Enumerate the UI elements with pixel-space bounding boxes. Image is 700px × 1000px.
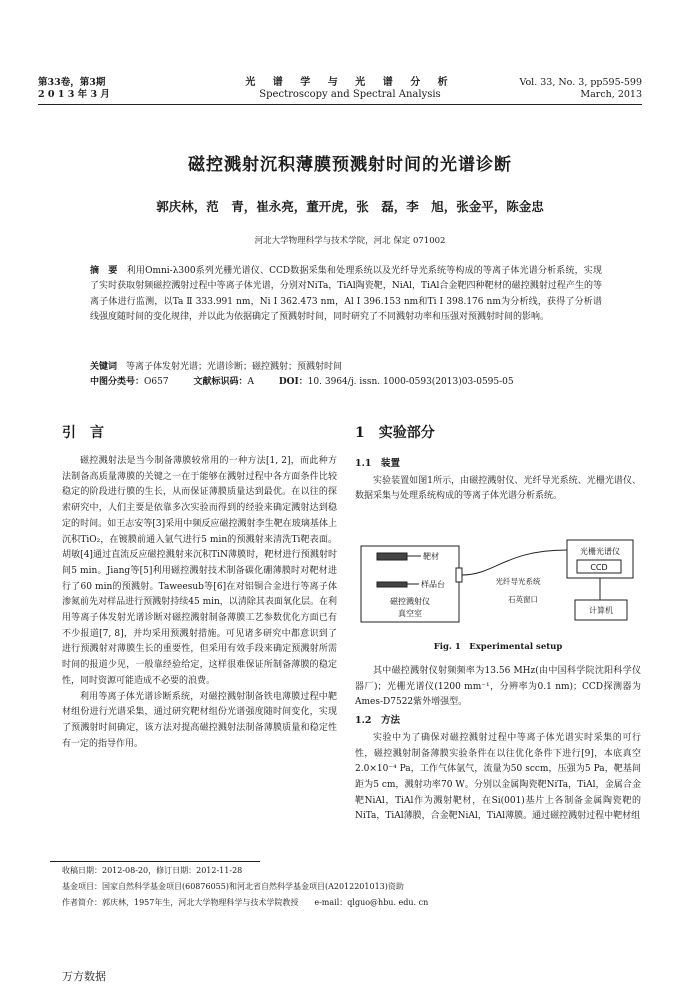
ccd-label: CCD xyxy=(590,563,608,572)
abstract-label: 摘 要 xyxy=(90,266,118,276)
quartz-window xyxy=(456,568,462,582)
intro-paragraph-1: 磁控溅射法是当今制备薄膜较常用的一种方法[1, 2]，而此种方法制备高质量薄膜的关键之一在于能够在溅射过程中各方面条件比较稳定的阶段进行膜的生长，从而保证薄膜质量达到最优。在以往的探索研究中，人们主要是依靠多次实验而得到的经验来确定溅射达到稳定的时间。如王志安等[3]采用中频反应磁控溅射李生靶在玻璃基体上沉积TiO₂，在镀膜前通入氩气进行5 min的预溅射来清洗Ti靶表面。胡敏[4]通过直流反应磁控溅射来沉积TiN薄膜时，靶材进行预溅射时间5 min。Jiang等[5]利用磁控溅射技术制备碳化硼薄膜时对靶材进行了60 min的预溅射。Taweesub等[6]在对铝铜合金进行等离子体渗氮前先对样品进行预溅射持续45 min，以清除其表面氧化层。在利用等离子体发射光谱诊断对磁控溅射制备薄膜工艺参数优化方面已有不少报道[7, 8]，并均采用预溅射措施。可见诸多研究中都意识到了进行预溅射对薄膜生长的重要性，但采用有效手段来确定预溅射所需时间的报道少见，一般靠经验给定，这样很难保证所制备薄膜的稳定性，同时资源可能造成不必要的浪费。 xyxy=(62,456,337,686)
window-label: 石英窗口 xyxy=(508,595,538,604)
computer-label: 计算机 xyxy=(589,606,613,615)
section-1-1 xyxy=(355,454,641,505)
doc-code-label: 文献标识码： xyxy=(193,377,248,387)
affiliation: 河北大学物理科学与技术学院，河北 保定 071002 xyxy=(254,236,446,246)
journal-name-en: Spectroscopy and Spectral Analysis xyxy=(259,89,441,100)
doc-code-value: A xyxy=(247,377,254,387)
spectrometer-label: 光栅光谱仪 xyxy=(580,547,620,556)
setup-details: 其中磁控溅射仪射频频率为13.56 MHz(由中国科学院沈阳科学仪器厂)；光栅光谱仪(1200 mm⁻¹，分辨率为0.1 nm)；CCD探测器为Ames-D7522紫外增强型。 xyxy=(355,666,641,708)
target-label: 靶材 xyxy=(423,552,439,561)
section-1-body xyxy=(355,664,641,825)
footnote-rule xyxy=(50,861,260,862)
doi-label: DOI： xyxy=(278,377,308,387)
header-rule xyxy=(38,104,642,105)
chamber-label-2: 真空室 xyxy=(398,609,422,618)
author-bio: 作者简介：郭庆林，1957年生，河北大学物理科学与技术学院教授 e-mail：qlguo@hbu. edu. cn xyxy=(62,898,429,907)
date-line: 2 0 1 3 年 3 月 xyxy=(38,89,110,100)
abstract-text: 利用Omni-λ300系列光栅光谱仪、CCD数据采集和处理系统以及光纤导光系统等构成的等离子体光谱分析系统，实现了实时获取射频磁控溅射过程中等离子体光谱，分别对NiTa，TiAl陶瓷靶，NiAl，TiAl合金靶四种靶材的磁控溅射过程产生的等离子体进行监测，以Ta Ⅱ 333.991 nm，Ni Ⅰ 362.473 nm，Al Ⅰ 396.153 nm和Ti Ⅰ 398.176 nm为分析线，获得了分析谱线强度随时间的变化规律，并以此为依据确定了预溅射时间，同时研究了不同溅射功率和压强对预溅射时间的影响。 xyxy=(90,266,602,322)
keywords-label: 关键词 xyxy=(90,362,118,372)
classification-line xyxy=(90,375,602,390)
figure-caption: Fig. 1 Experimental setup xyxy=(433,642,563,652)
footnotes xyxy=(62,863,652,911)
author-list: 郭庆林，范 青，崔永亮，董开虎，张 磊，李 旭，张金平，陈金忠 xyxy=(156,199,544,214)
intro-heading: 引 言 xyxy=(62,425,104,441)
section-1-heading: 1 实验部分 xyxy=(355,425,435,441)
subsection-1-1-text: 实验装置如图1所示，由磁控溅射仪、光纤导光系统、光栅光谱仪、数据采集与处理系统构成的等离子体光谱分析系统。 xyxy=(355,475,641,502)
received-date: 收稿日期：2012-08-20，修订日期：2012-11-28 xyxy=(62,866,243,875)
sample-stage-block xyxy=(377,582,407,587)
abstract xyxy=(90,264,602,325)
chamber-label-1: 磁控溅射仪 xyxy=(390,597,430,606)
subsection-1-1-heading: 1.1 装置 xyxy=(355,458,401,469)
clc-label: 中图分类号： xyxy=(90,377,145,387)
keywords-block xyxy=(90,360,602,390)
optical-fiber xyxy=(462,550,567,575)
intro-paragraph-2: 利用等离子体光谱诊断系统，对磁控溅射制备铁电薄膜过程中靶材组份进行光谱采集，通过研究靶材组份光谱强度随时间变化，实现了预溅射时间确定，该方法对提高磁控溅射法制备薄膜质量和稳定性有一定的指导作用。 xyxy=(62,691,337,749)
volume-line: 第33卷，第3期 xyxy=(38,77,106,88)
subsection-1-2-text: 实验中为了确保对磁控溅射过程中等离子体光谱实时采集的可行性，磁控溅射制备薄膜实验条件在以往优化条件下进行[9]，本底真空2.0×10⁻⁴ Pa，工作气体氩气，流量为50 sccm，压强为5 Pa，靶基间距为5 cm，溅射功率70 W。分别以金属陶瓷靶NiTa，TiAl，金属合金靶NiAl，TiAl作为溅射靶材，在Si(001)基片上各制备金属陶瓷靶的NiTa，TiAl薄膜，合金靶NiAl，TiAl薄膜。通过磁控溅射过程中靶材组 xyxy=(355,732,641,822)
experimental-setup-figure xyxy=(355,538,641,638)
funding-note: 基金项目：国家自然科学基金项目(60876055)和河北省自然科学基金项目(A2012201013)资助 xyxy=(62,882,404,891)
keywords-line xyxy=(90,360,602,375)
fiber-label: 光纤导光系统 xyxy=(495,577,541,586)
doi-value: 10. 3964/j. issn. 1000-0593(2013)03-0595-05 xyxy=(307,377,514,387)
target-block xyxy=(377,553,407,560)
subsection-1-2-heading: 1.2 方法 xyxy=(355,715,401,727)
clc-value: O657 xyxy=(144,377,169,387)
issue-date: March, 2013 xyxy=(580,89,642,100)
issue-info xyxy=(519,77,642,101)
paper-title: 磁控溅射沉积薄膜预溅射时间的光谱诊断 xyxy=(188,155,512,175)
sample-stage-label: 样品台 xyxy=(421,580,445,589)
intro-body xyxy=(62,454,337,752)
journal-name-cn: 光 谱 学 与 光 谱 分 析 xyxy=(245,77,455,88)
wanfang-watermark: 万方数据 xyxy=(62,970,106,983)
keywords-text: 等离子体发射光谱；光谱诊断；磁控溅射；预溅射时间 xyxy=(126,362,343,372)
issue-line: Vol. 33, No. 3, pp595-599 xyxy=(519,77,642,88)
